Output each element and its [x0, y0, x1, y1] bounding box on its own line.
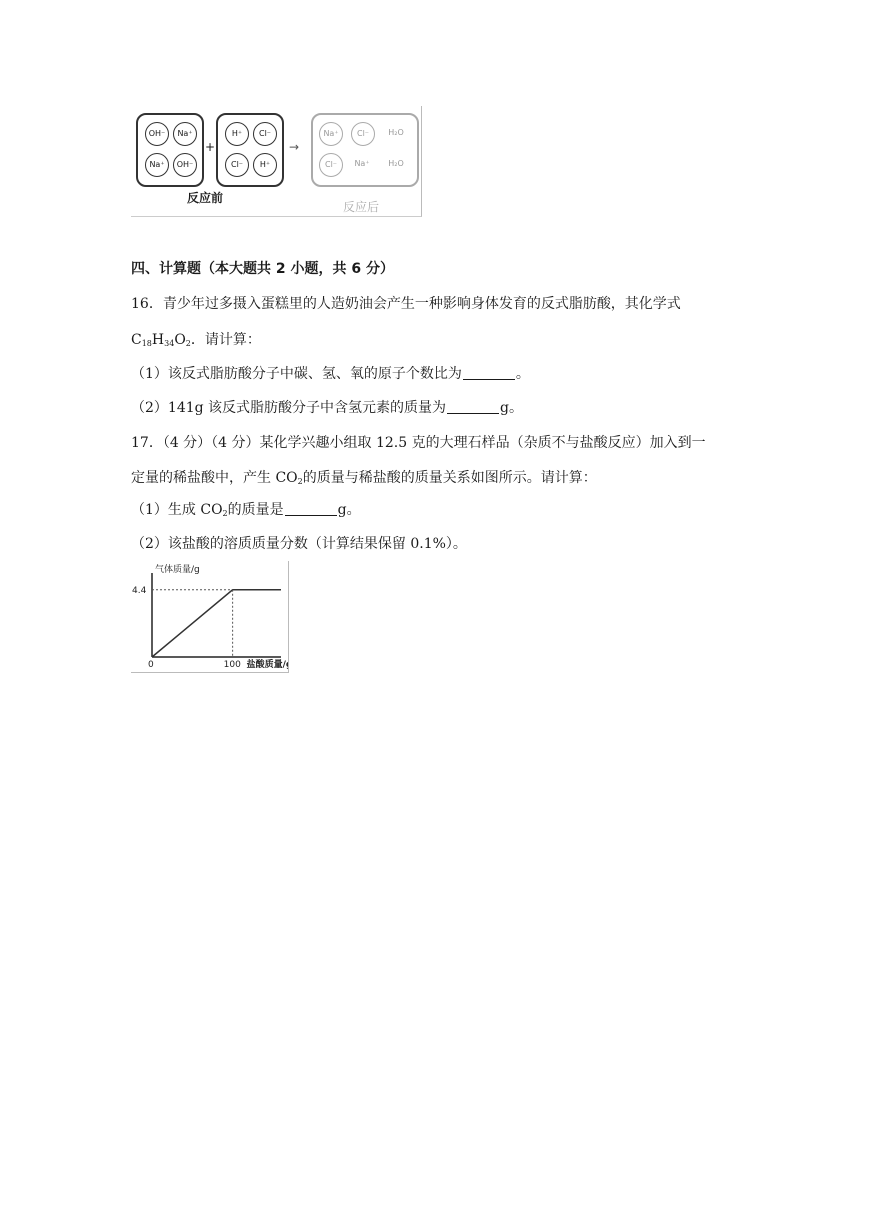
q17-answer-blank-1[interactable] — [285, 501, 337, 516]
x-tick-label-0: 0 — [148, 660, 154, 670]
x-axis-label: 盐酸质量/g — [246, 660, 288, 670]
q16-line2 — [131, 330, 261, 350]
co2-chart-svg — [131, 561, 288, 672]
reaction-arrow: → — [289, 140, 300, 154]
plus-sign: + — [205, 140, 216, 154]
formula-c-sub: 18 — [141, 339, 152, 348]
q16-sub2-end: g。 — [500, 400, 524, 416]
ion-oh-1: OH⁻ — [145, 122, 169, 146]
x-tick-label-100: 100 — [223, 660, 241, 670]
co2-series-line — [152, 590, 281, 657]
after-box — [311, 113, 419, 187]
ion-na-2: Na⁺ — [145, 153, 169, 177]
q17-sub1-end: g。 — [337, 502, 361, 518]
after-label: 反应后 — [343, 200, 380, 214]
ion-cl-1: Cl⁻ — [253, 122, 277, 146]
ion-na-1: Na⁺ — [173, 122, 197, 146]
ion-na-after-1: Na⁺ — [319, 122, 343, 146]
ion-cl-2: Cl⁻ — [225, 153, 249, 177]
formula-h: H — [151, 332, 165, 348]
ion-cl-after-1: Cl⁻ — [351, 122, 375, 146]
q16-line1: 16．青少年过多摄入蛋糕里的人造奶油会产生一种影响身体发育的反式脂肪酸，其化学式 — [131, 296, 681, 312]
ion-cl-after-2: Cl⁻ — [319, 153, 343, 177]
q17-sub2: （2）该盐酸的溶质质量分数（计算结果保留 0.1%）。 — [131, 536, 467, 552]
q17-line2-sub: 2 — [297, 477, 303, 486]
q16-sub1 — [131, 364, 530, 384]
before-box-hcl — [216, 113, 284, 187]
before-label: 反应前 — [187, 191, 224, 205]
q17-sub1-b: 的质量是 — [227, 502, 284, 518]
q16-answer-blank-2[interactable] — [447, 399, 499, 414]
y-tick-label: 4.4 — [132, 585, 147, 596]
reaction-diagram — [131, 106, 422, 217]
q17-line2-b: 的质量与稀盐酸的质量关系如图所示。请计算： — [302, 470, 597, 486]
co2-chart — [131, 561, 289, 673]
formula-c: C — [131, 332, 142, 348]
water-after-1: H₂O — [388, 128, 404, 137]
q16-answer-blank-1[interactable] — [463, 365, 515, 380]
ion-h-2: H⁺ — [253, 153, 277, 177]
q17-line2 — [131, 468, 597, 488]
q16-line2-tail: ．请计算： — [190, 332, 261, 348]
q16-sub2 — [131, 398, 523, 418]
ion-na-after-2: Na⁺ — [354, 159, 370, 168]
ion-h-1: H⁺ — [225, 122, 249, 146]
before-box-naoh — [136, 113, 204, 187]
ion-oh-2: OH⁻ — [173, 153, 197, 177]
q17-sub1 — [131, 500, 361, 520]
formula-o: O — [174, 332, 186, 348]
q17-sub1-sub: 2 — [222, 509, 228, 518]
y-axis-label: 气体质量/g — [155, 565, 200, 575]
q17-line2-a: 定量的稀盐酸中，产生 CO — [131, 470, 298, 486]
water-after-2: H₂O — [388, 159, 404, 168]
q16-sub2-text: （2）141g 该反式脂肪酸分子中含氢元素的质量为 — [131, 400, 447, 416]
section-heading: 四、计算题（本大题共 2 小题，共 6 分） — [131, 261, 394, 277]
q16-sub1-end: 。 — [515, 366, 530, 382]
q17-sub1-a: （1）生成 CO — [131, 502, 223, 518]
q17-line1: 17．（4 分）（4 分）某化学兴趣小组取 12.5 克的大理石样品（杂质不与盐酸反应）加入到一 — [131, 435, 706, 451]
q16-sub1-text: （1）该反式脂肪酸分子中碳、氢、氧的原子个数比为 — [131, 366, 462, 382]
formula-h-sub: 34 — [164, 339, 175, 348]
formula-o-sub: 2 — [185, 339, 191, 348]
